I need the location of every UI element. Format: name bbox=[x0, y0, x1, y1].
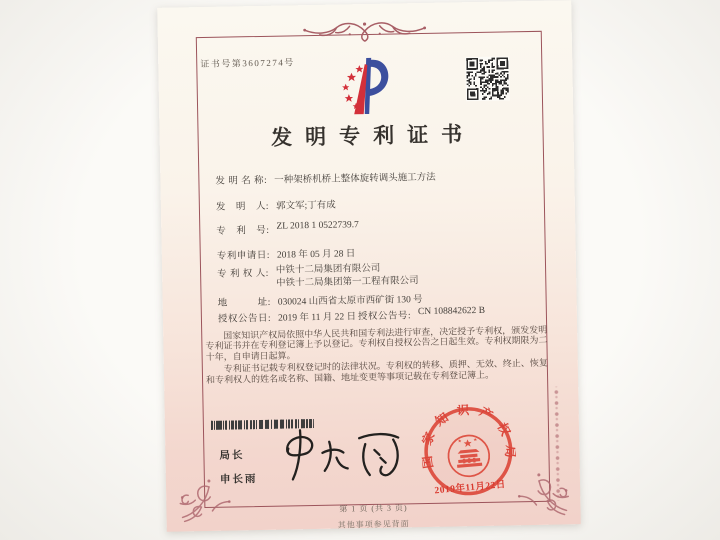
legal-text bbox=[205, 325, 548, 387]
patentee-line-2: 中铁十二局集团第一工程有限公司 bbox=[275, 276, 419, 289]
field-patent-number bbox=[216, 220, 359, 237]
field-filing-date bbox=[217, 245, 356, 262]
patentee-line-1: 中铁十二局集团有限公司 bbox=[275, 263, 381, 276]
field-value: 郭文军;丁有成 bbox=[275, 200, 336, 212]
field-label: 发 明 名 称: bbox=[215, 175, 268, 187]
field-value: ZL 2018 1 0522739.7 bbox=[276, 220, 359, 232]
grant-date-label: 授权公告日: bbox=[217, 313, 272, 325]
certificate-number: 证书号第3607274号 bbox=[200, 57, 295, 70]
qr-code bbox=[465, 56, 510, 101]
field-label: 专利申请日: bbox=[216, 250, 271, 262]
legal-paragraph-1: 国家知识产权局依照中华人民共和国专利法进行审查，决定授予专利权，颁发发明专利证书并在专利登记簿上予以登记。专利权自授权公告之日起生效。专利权期限为二十年，自申请日起算。 bbox=[205, 324, 548, 362]
field-patentee bbox=[217, 262, 419, 292]
field-label: 专 利 号: bbox=[216, 225, 270, 237]
cnipa-logo-icon bbox=[338, 56, 395, 119]
field-inventors bbox=[216, 197, 336, 213]
director-title: 局长 bbox=[219, 449, 245, 462]
field-value: 2018 年 05 月 28 日 bbox=[276, 249, 356, 261]
field-label: 专 利 权 人: bbox=[217, 268, 269, 280]
signature-icon bbox=[265, 421, 416, 488]
grant-number-pair bbox=[358, 306, 485, 322]
director-block bbox=[219, 447, 257, 487]
footer-note: 其他事项参见背面 bbox=[337, 519, 410, 530]
field-invention-name bbox=[215, 169, 436, 187]
grant-number-value: CN 108842622 B bbox=[417, 305, 486, 318]
field-label: 地 址: bbox=[217, 297, 271, 309]
field-label: 发 明 人: bbox=[215, 201, 270, 213]
page-indicator: 第 1 页 (共 3 页) bbox=[339, 503, 408, 514]
field-value: 030024 山西省太原市西矿街 130 号 bbox=[277, 295, 423, 308]
seal-text: 国家知识产权局 bbox=[418, 402, 518, 470]
field-address bbox=[218, 291, 423, 309]
field-value: 一种架桥机桥上整体旋转调头施工方法 bbox=[274, 172, 436, 186]
right-lace-ornament bbox=[550, 386, 564, 500]
field-value bbox=[276, 262, 419, 291]
certificate-page bbox=[157, 0, 581, 531]
legal-paragraph-2: 专利证书记载专利权登记时的法律状况。专利权的转移、质押、无效、终止、恢复和专利权人的姓名或名称、国籍、地址变更等事项记载在专利登记簿上。 bbox=[205, 357, 548, 385]
top-flourish-icon bbox=[294, 17, 434, 44]
grant-date-value: 2019 年 11 月 22 日 bbox=[277, 312, 357, 324]
certificate-title: 发明专利证书 bbox=[270, 122, 476, 150]
grant-number-label: 授权公告号: bbox=[357, 311, 412, 323]
seal-date: 2019年11月22日 bbox=[434, 480, 507, 497]
director-name: 申长雨 bbox=[219, 473, 258, 486]
